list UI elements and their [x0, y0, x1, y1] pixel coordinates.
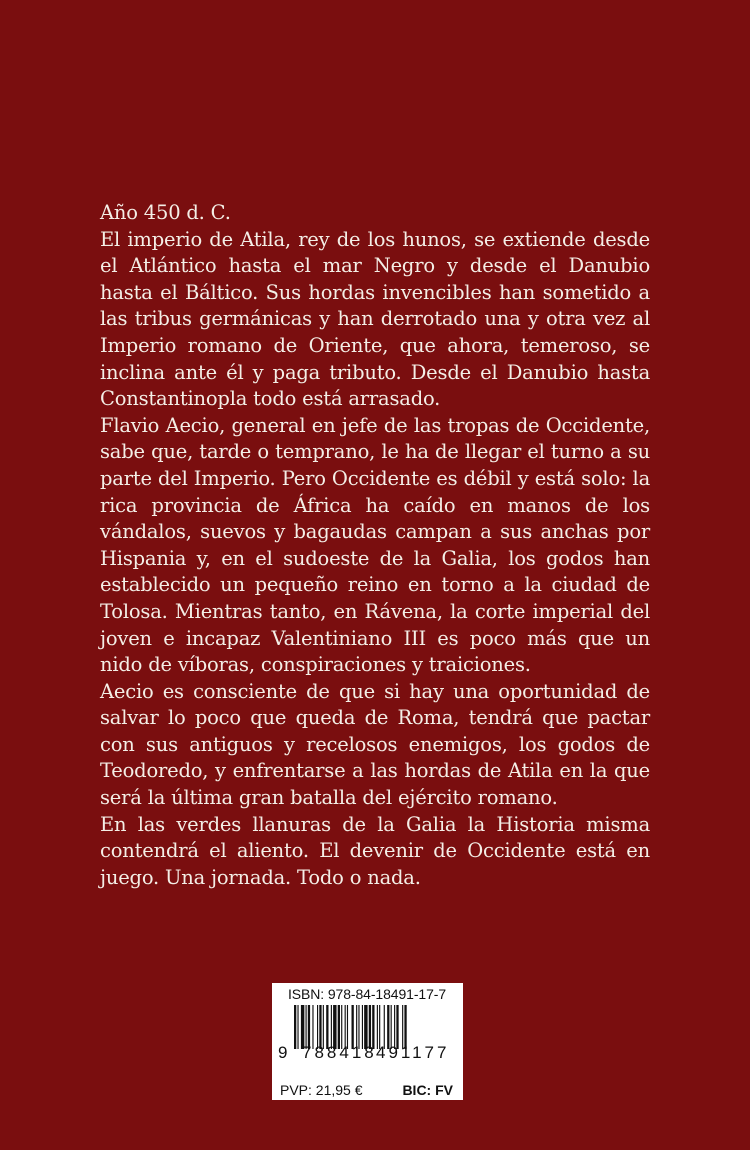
blurb-paragraph-atila: El imperio de Atila, rey de los hunos, se extiende desde el Atlántico hasta el mar Negro y desde el Danubio hasta el Báltico. Sus hordas invencibles han sometido a las tribus germánicas y han derrotado una y otra vez al Imperio romano de Oriente, que ahora, temeroso, se inclina ante él y paga tributo. Desde el Danubio hasta Constantinopla todo está arrasado. — [100, 227, 650, 411]
blurb-paragraph-aecio: Flavio Aecio, general en jefe de las tropas de Occidente, sabe que, tarde o temprano, le ha de llegar el turno a su parte del Imperio. Pero Occidente es débil y está solo: la rica provincia de África ha caído en manos de los vándalos, suevos y bagaudas campan a sus anchas por Hispania y, en el sudoeste de la Galia, los godos han establecido un pequeño reino en torno a la ciudad de Tolosa. Mientras tanto, en Rávena, la corte imperial del joven e incapaz Valentiniano III es poco más que un nido de víboras, conspiraciones y traiciones. — [100, 413, 650, 677]
back-cover-blurb — [100, 200, 650, 891]
price-text: PVP: 21,95 € — [280, 1082, 363, 1098]
isbn-text: ISBN: 978-84-18491-17-7 — [288, 986, 447, 1002]
blurb-paragraph-pacto: Aecio es consciente de que si hay una oportunidad de salvar lo poco que queda de Roma, tendrá que pactar con sus antiguos y recelosos enemigos, los godos de Teodoredo, y enfrentarse a las hordas de Atila en la que será la última gran batalla del ejército romano. — [100, 679, 650, 810]
barcode-lead-digit: 9 — [278, 1043, 288, 1062]
blurb-paragraph-date: Año 450 d. C. — [100, 201, 231, 224]
barcode-label — [272, 983, 463, 1100]
barcode-left-digits: 788418 — [302, 1043, 377, 1062]
barcode-right-digits: 491177 — [376, 1043, 450, 1062]
blurb-paragraph-final: En las verdes llanuras de la Galia la Historia misma contendrá el aliento. El devenir de Occidente está en juego. Una jornada. Todo o nada. — [100, 812, 650, 889]
price-row — [280, 1082, 453, 1098]
bic-code: BIC: FV — [402, 1082, 453, 1098]
